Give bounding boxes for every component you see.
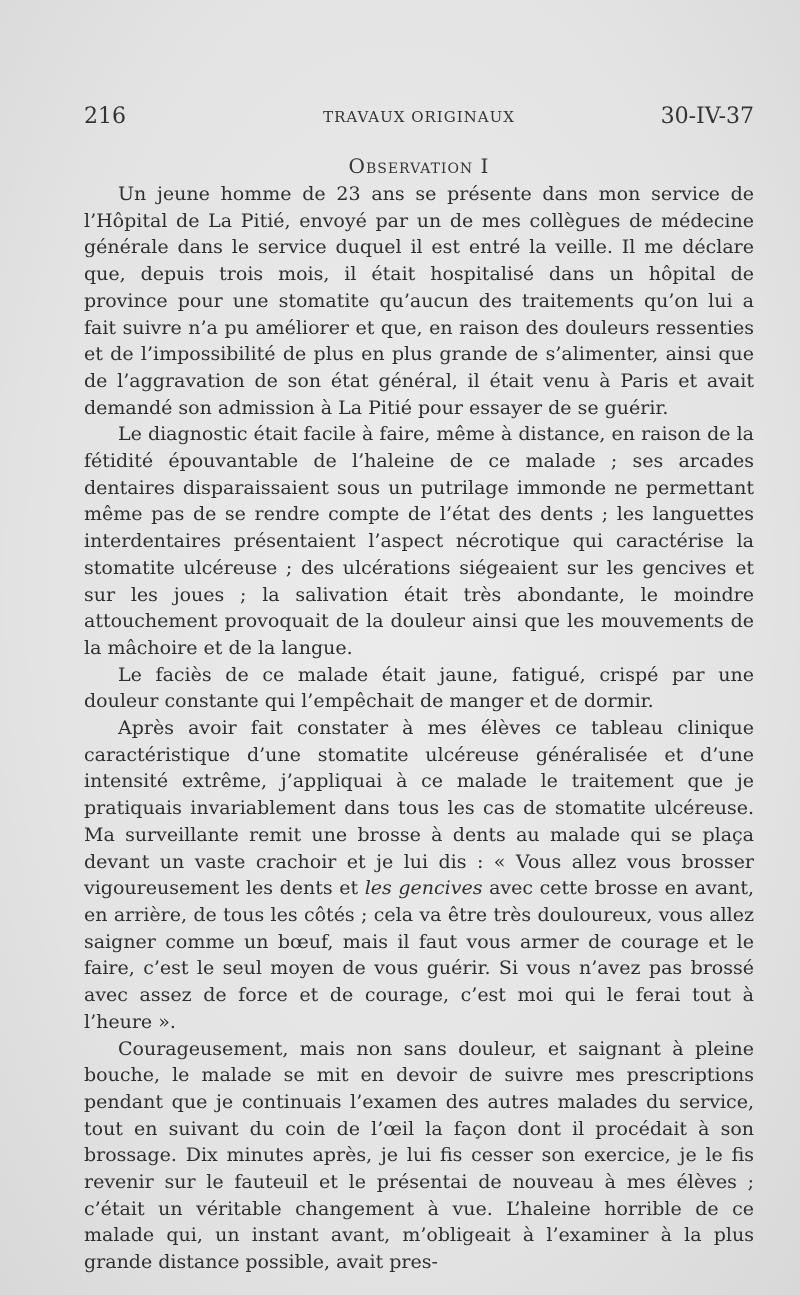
running-head: TRAVAUX ORIGINAUX xyxy=(323,108,515,126)
paragraph-4-italic: les gencives xyxy=(364,877,483,900)
paragraph-4-text-after: avec cette brosse en avant, en arrière, de tous les côtés ; cela va être très douloureux, vous allez saigner comme un bœuf, mais il faut vous armer de courage et le faire, c’est le seul moyen de vous guérir. Si vous n’avez pas brossé avec assez de force et de courage, c’est moi qui le ferai tout à l’heure ». xyxy=(84,877,754,1033)
paragraph-1: Un jeune homme de 23 ans se présente dans mon service de l’Hôpital de La Pitié, envoyé par un de mes collègues de médecine générale dans le service duquel il est entré la veille. Il me déclare que, depuis trois mois, il était hospitalisé dans un hôpital de province pour une stomatite qu’aucun des traitements qu’on lui a fait suivre n’a pu améliorer et que, en raison des douleurs ressenties et de l’impossibilité de plus en plus grande de s’alimenter, ainsi que de l’aggravation de son état général, il était venu à Paris et avait demandé son admission à La Pitié pour essayer de se guérir. xyxy=(84,183,754,419)
section-title: Observation I xyxy=(348,154,490,178)
paragraph-4-text-before: Après avoir fait constater à mes élèves ce tableau clinique caractéristique d’une stomatite ulcéreuse généralisée et d’une intensité extrême, j’appliquai à ce malade le traitement que je pratiquais invariablement dans tous les cas de stomatite ulcéreuse. Ma surveillante remit une brosse à dents au malade qui se plaça devant un vaste crachoir et je lui dis : « Vous allez vous brosser vigoureusement les dents et xyxy=(84,717,754,900)
paragraph-5: Courageusement, mais non sans douleur, et saignant à pleine bouche, le malade se mit en devoir de suivre mes prescriptions pendant que je continuais l’examen des autres malades du service, tout en suivant du coin de l’œil la façon dont il procédait à son brossage. Dix minutes après, je lui fis cesser son exercice, je le fis revenir sur le fauteuil et le présentai de nouveau à mes élèves ; c’était un véritable changement à vue. L’haleine horrible de ce malade qui, un instant avant, m’obligeait à l’examiner à la plus grande distance possible, avait pres- xyxy=(84,1037,754,1274)
paragraph-4 xyxy=(84,715,754,1035)
page-number: 216 xyxy=(84,104,126,129)
page-header xyxy=(84,104,754,134)
header-date: 30-IV-37 xyxy=(660,104,754,129)
paragraph-2: Le diagnostic était facile à faire, même à distance, en raison de la fétidité épouvantable de l’haleine de ce malade ; ses arcades dentaires disparaissaient sous un putrilage immonde ne permettant même pas de se rendre compte de l’état des dents ; les languettes interdentaires présentaient l’aspect nécrotique qui caractérise la stomatite ulcéreuse ; des ulcérations siégeaient sur les gencives et sur les joues ; la salivation était très abondante, le moindre attouchement provoquait de la douleur ainsi que les mouvements de la mâchoire et de la langue. xyxy=(84,423,754,659)
body-text xyxy=(84,181,754,1276)
paragraph-3: Le faciès de ce malade était jaune, fatigué, crispé par une douleur constante qui l’empêchait de manger et de dormir. xyxy=(84,663,754,713)
